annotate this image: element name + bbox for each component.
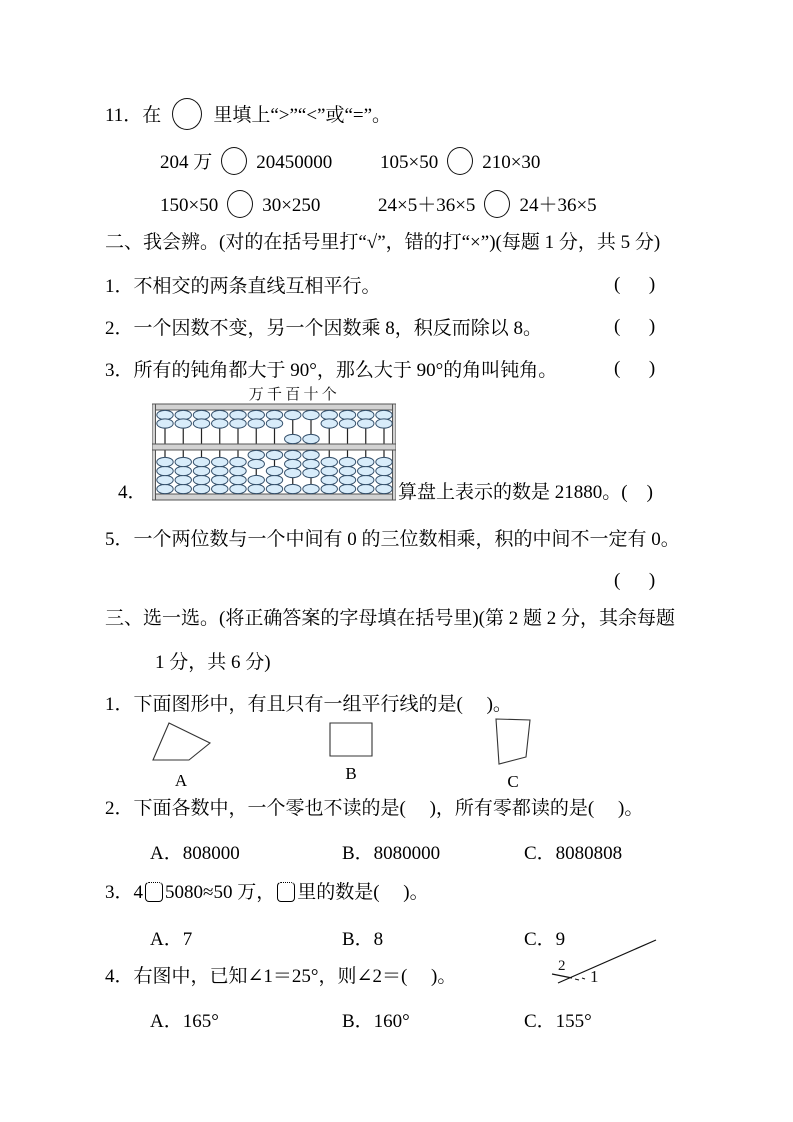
answer-paren: ( ) [614,570,656,591]
svg-text:千: 千 [266,387,283,403]
svg-text:1: 1 [590,967,599,986]
shape-figure-c: C [494,717,532,792]
answer-paren: ( ) [614,316,656,337]
svg-text:万: 万 [248,387,264,403]
question-11-prompt: 11．在 里填上“>”“<”或“=”。 [105,98,391,130]
svg-text:十: 十 [303,387,319,403]
option-b: B．8080000 [342,843,441,864]
svg-text:百: 百 [285,387,301,403]
section-2-title: 二、我会辨。(对的在括号里打“√”，错的打“×”)(每题 1 分，共 5 分) [105,232,661,253]
svg-text:2: 2 [558,958,566,974]
shape-figure-b: B [329,722,373,784]
s3-q4: 4．右图中，已知∠1＝25°，则∠2＝( )。 [105,966,457,987]
q11-pair-4: 24×5＋36×5 24＋36×5 [378,190,597,219]
s2-item-1: 1．不相交的两条直线互相平行。 [105,276,381,297]
blank-box [145,882,163,902]
s2-item-4-caption: 算盘上表示的数是 21880。( ) [398,482,653,503]
svg-text:个: 个 [321,387,337,403]
answer-paren: ( ) [614,274,656,295]
q11-pair-2: 105×50 210×30 [380,147,540,176]
shape-figure-a: A [148,720,214,791]
answer-paren: ( ) [614,358,656,379]
s3-q1: 1．下面图形中，有且只有一组平行线的是( )。 [105,694,512,715]
s3-q3: 3．4 5080≈50 万， 里的数是( )。 [105,882,429,903]
answer-circle [447,147,473,175]
q11-pair-3: 150×50 30×250 [160,190,320,219]
question-number: 11． [105,105,143,126]
angle-figure [550,936,662,995]
option-b: B．160° [342,1011,410,1032]
s2-item-4-number: 4． [118,482,147,503]
blank-box [277,882,295,902]
s3-q2-options [0,838,793,864]
section-3-title-line1: 三、选一选。(将正确答案的字母填在括号里)(第 2 题 2 分，其余每题 [105,608,675,629]
section-3-title-line2: 1 分，共 6 分) [155,652,271,673]
answer-circle [227,190,253,218]
answer-circle [172,98,202,130]
option-a: A．7 [150,929,193,950]
option-c: C．8080808 [524,843,623,864]
option-a: A．808000 [150,843,240,864]
s3-q3-options [0,924,793,950]
answer-circle [484,190,510,218]
s2-item-3: 3．所有的钝角都大于 90°，那么大于 90°的角叫钝角。 [105,360,558,381]
s2-item-5: 5．一个两位数与一个中间有 0 的三位数相乘，积的中间不一定有 0。 [105,529,680,550]
s2-item-2: 2．一个因数不变，另一个因数乘 8，积反而除以 8。 [105,318,543,339]
s3-q4-options [0,1006,793,1032]
option-b: B．8 [342,929,384,950]
option-c: C．9 [524,929,566,950]
option-c: C．155° [524,1011,592,1032]
s3-q2: 2．下面各数中，一个零也不读的是( )，所有零都读的是( )。 [105,798,644,819]
q11-pair-1: 204 万 20450000 [160,147,332,176]
abacus-figure [152,386,396,509]
answer-circle [221,147,247,175]
option-a: A．165° [150,1011,219,1032]
